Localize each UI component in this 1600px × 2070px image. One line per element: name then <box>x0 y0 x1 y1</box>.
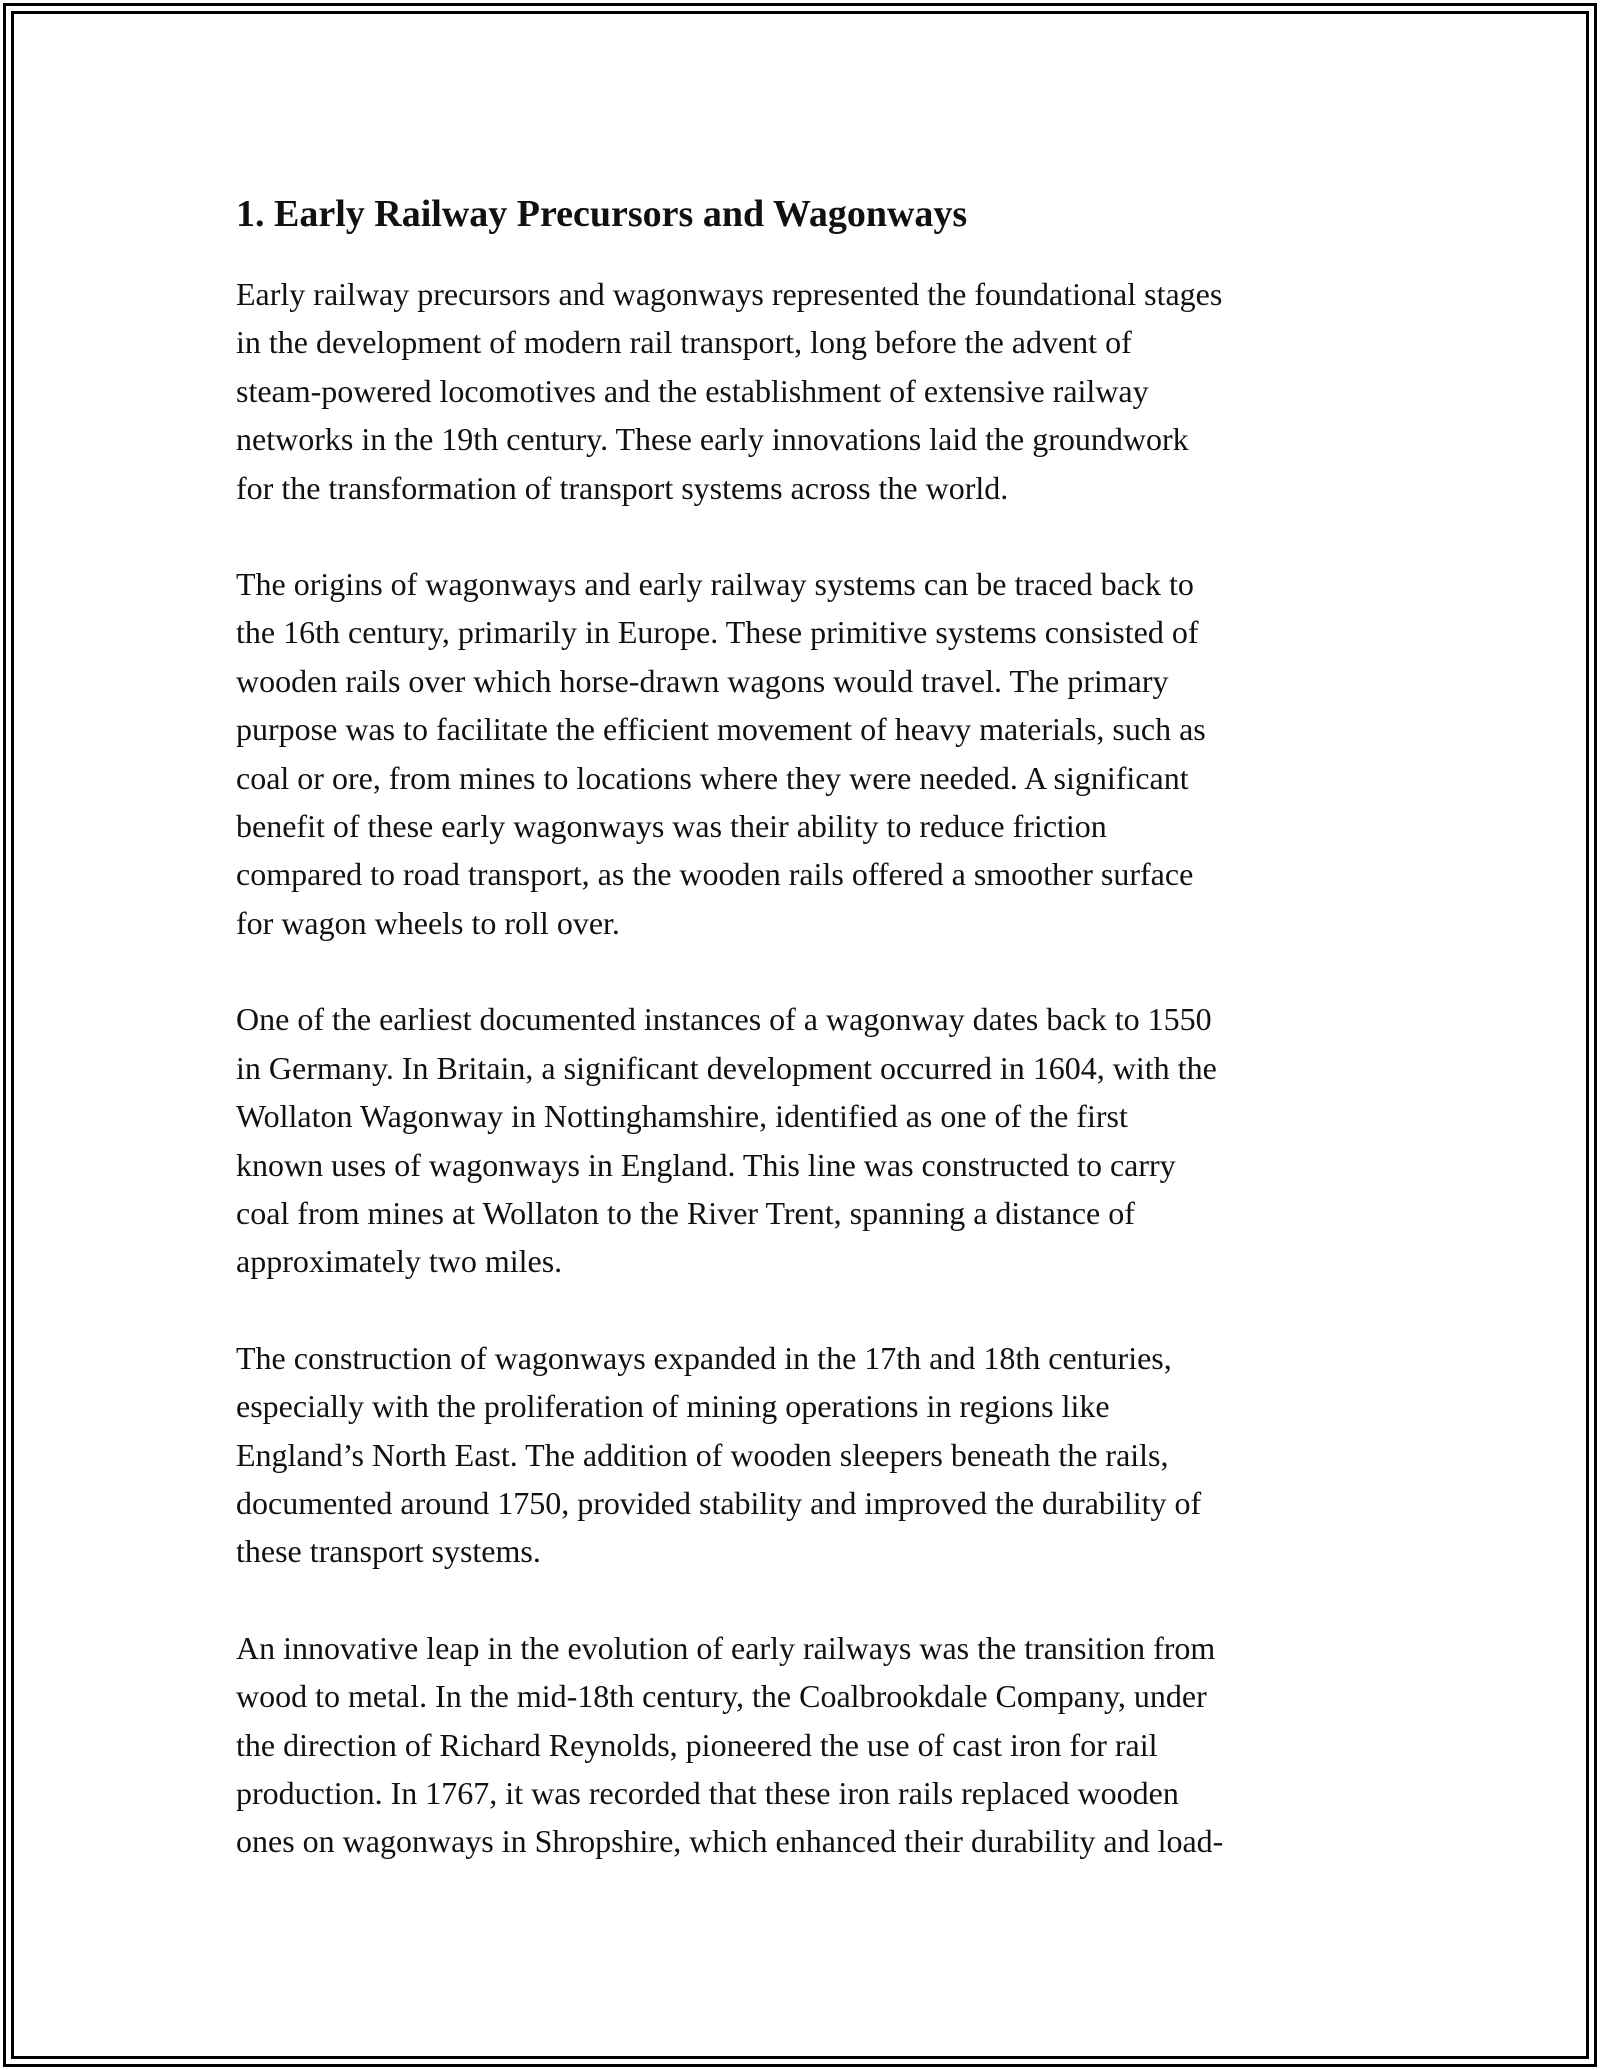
text-line: wood to metal. In the mid-18th century, the Coalbrookdale Company, under <box>236 1678 1207 1715</box>
text-line: steam-powered locomotives and the establishment of extensive railway <box>236 372 1149 409</box>
paragraph-2 <box>236 560 1396 947</box>
heading-spacer <box>236 240 1396 270</box>
text-line: documented around 1750, provided stability and improved the durability of <box>236 1484 1202 1521</box>
text-line: wooden rails over which horse-drawn wagons would travel. The primary <box>236 662 1169 699</box>
text-line: coal from mines at Wollaton to the River Trent, spanning a distance of <box>236 1194 1135 1231</box>
paragraph-1 <box>236 270 1396 512</box>
text-line: the 16th century, primarily in Europe. These primitive systems consisted of <box>236 614 1199 651</box>
text-line: benefit of these early wagonways was their ability to reduce friction <box>236 808 1107 845</box>
text-line: in Germany. In Britain, a significant development occurred in 1604, with the <box>236 1049 1217 1086</box>
paragraph-3 <box>236 995 1396 1285</box>
text-line: An innovative leap in the evolution of early railways was the transition from <box>236 1629 1216 1666</box>
text-line: networks in the 19th century. These early innovations laid the groundwork <box>236 421 1189 458</box>
text-line: approximately two miles. <box>236 1243 563 1280</box>
text-line: for the transformation of transport systems across the world. <box>236 469 1009 506</box>
text-line: known uses of wagonways in England. This line was constructed to carry <box>236 1146 1176 1183</box>
paragraph-4 <box>236 1334 1396 1576</box>
text-line: Early railway precursors and wagonways represented the foundational stages <box>236 276 1223 312</box>
text-line: the direction of Richard Reynolds, pioneered the use of cast iron for rail <box>236 1726 1158 1763</box>
text-line: The construction of wagonways expanded in the 17th and 18th centuries, <box>236 1339 1172 1376</box>
text-line: production. In 1767, it was recorded that these iron rails replaced wooden <box>236 1774 1179 1811</box>
text-line: coal or ore, from mines to locations where they were needed. A significant <box>236 759 1189 796</box>
text-line: for wagon wheels to roll over. <box>236 904 620 941</box>
paragraph-5 <box>236 1624 1396 1866</box>
text-line: compared to road transport, as the wooden rails offered a smoother surface <box>236 856 1194 893</box>
document-body <box>236 188 1396 1866</box>
paragraph-spacer <box>236 1286 1396 1334</box>
text-line: England’s North East. The addition of wooden sleepers beneath the rails, <box>236 1436 1169 1473</box>
paragraph-spacer <box>236 512 1396 560</box>
text-line: One of the earliest documented instances of a wagonway dates back to 1550 <box>236 1001 1212 1038</box>
text-line: purpose was to facilitate the efficient movement of heavy materials, such as <box>236 711 1206 748</box>
text-line: these transport systems. <box>236 1533 541 1570</box>
text-line: especially with the proliferation of mining operations in regions like <box>236 1388 1110 1425</box>
paragraph-spacer <box>236 947 1396 995</box>
text-line: The origins of wagonways and early railway systems can be traced back to <box>236 566 1194 603</box>
paragraph-spacer <box>236 1576 1396 1624</box>
text-line: in the development of modern rail transport, long before the advent of <box>236 324 1132 361</box>
text-line: Wollaton Wagonway in Nottinghamshire, identified as one of the first <box>236 1098 1128 1135</box>
text-line: ones on wagonways in Shropshire, which enhanced their durability and load- <box>236 1823 1224 1860</box>
section-heading: 1. Early Railway Precursors and Wagonways <box>236 193 968 235</box>
